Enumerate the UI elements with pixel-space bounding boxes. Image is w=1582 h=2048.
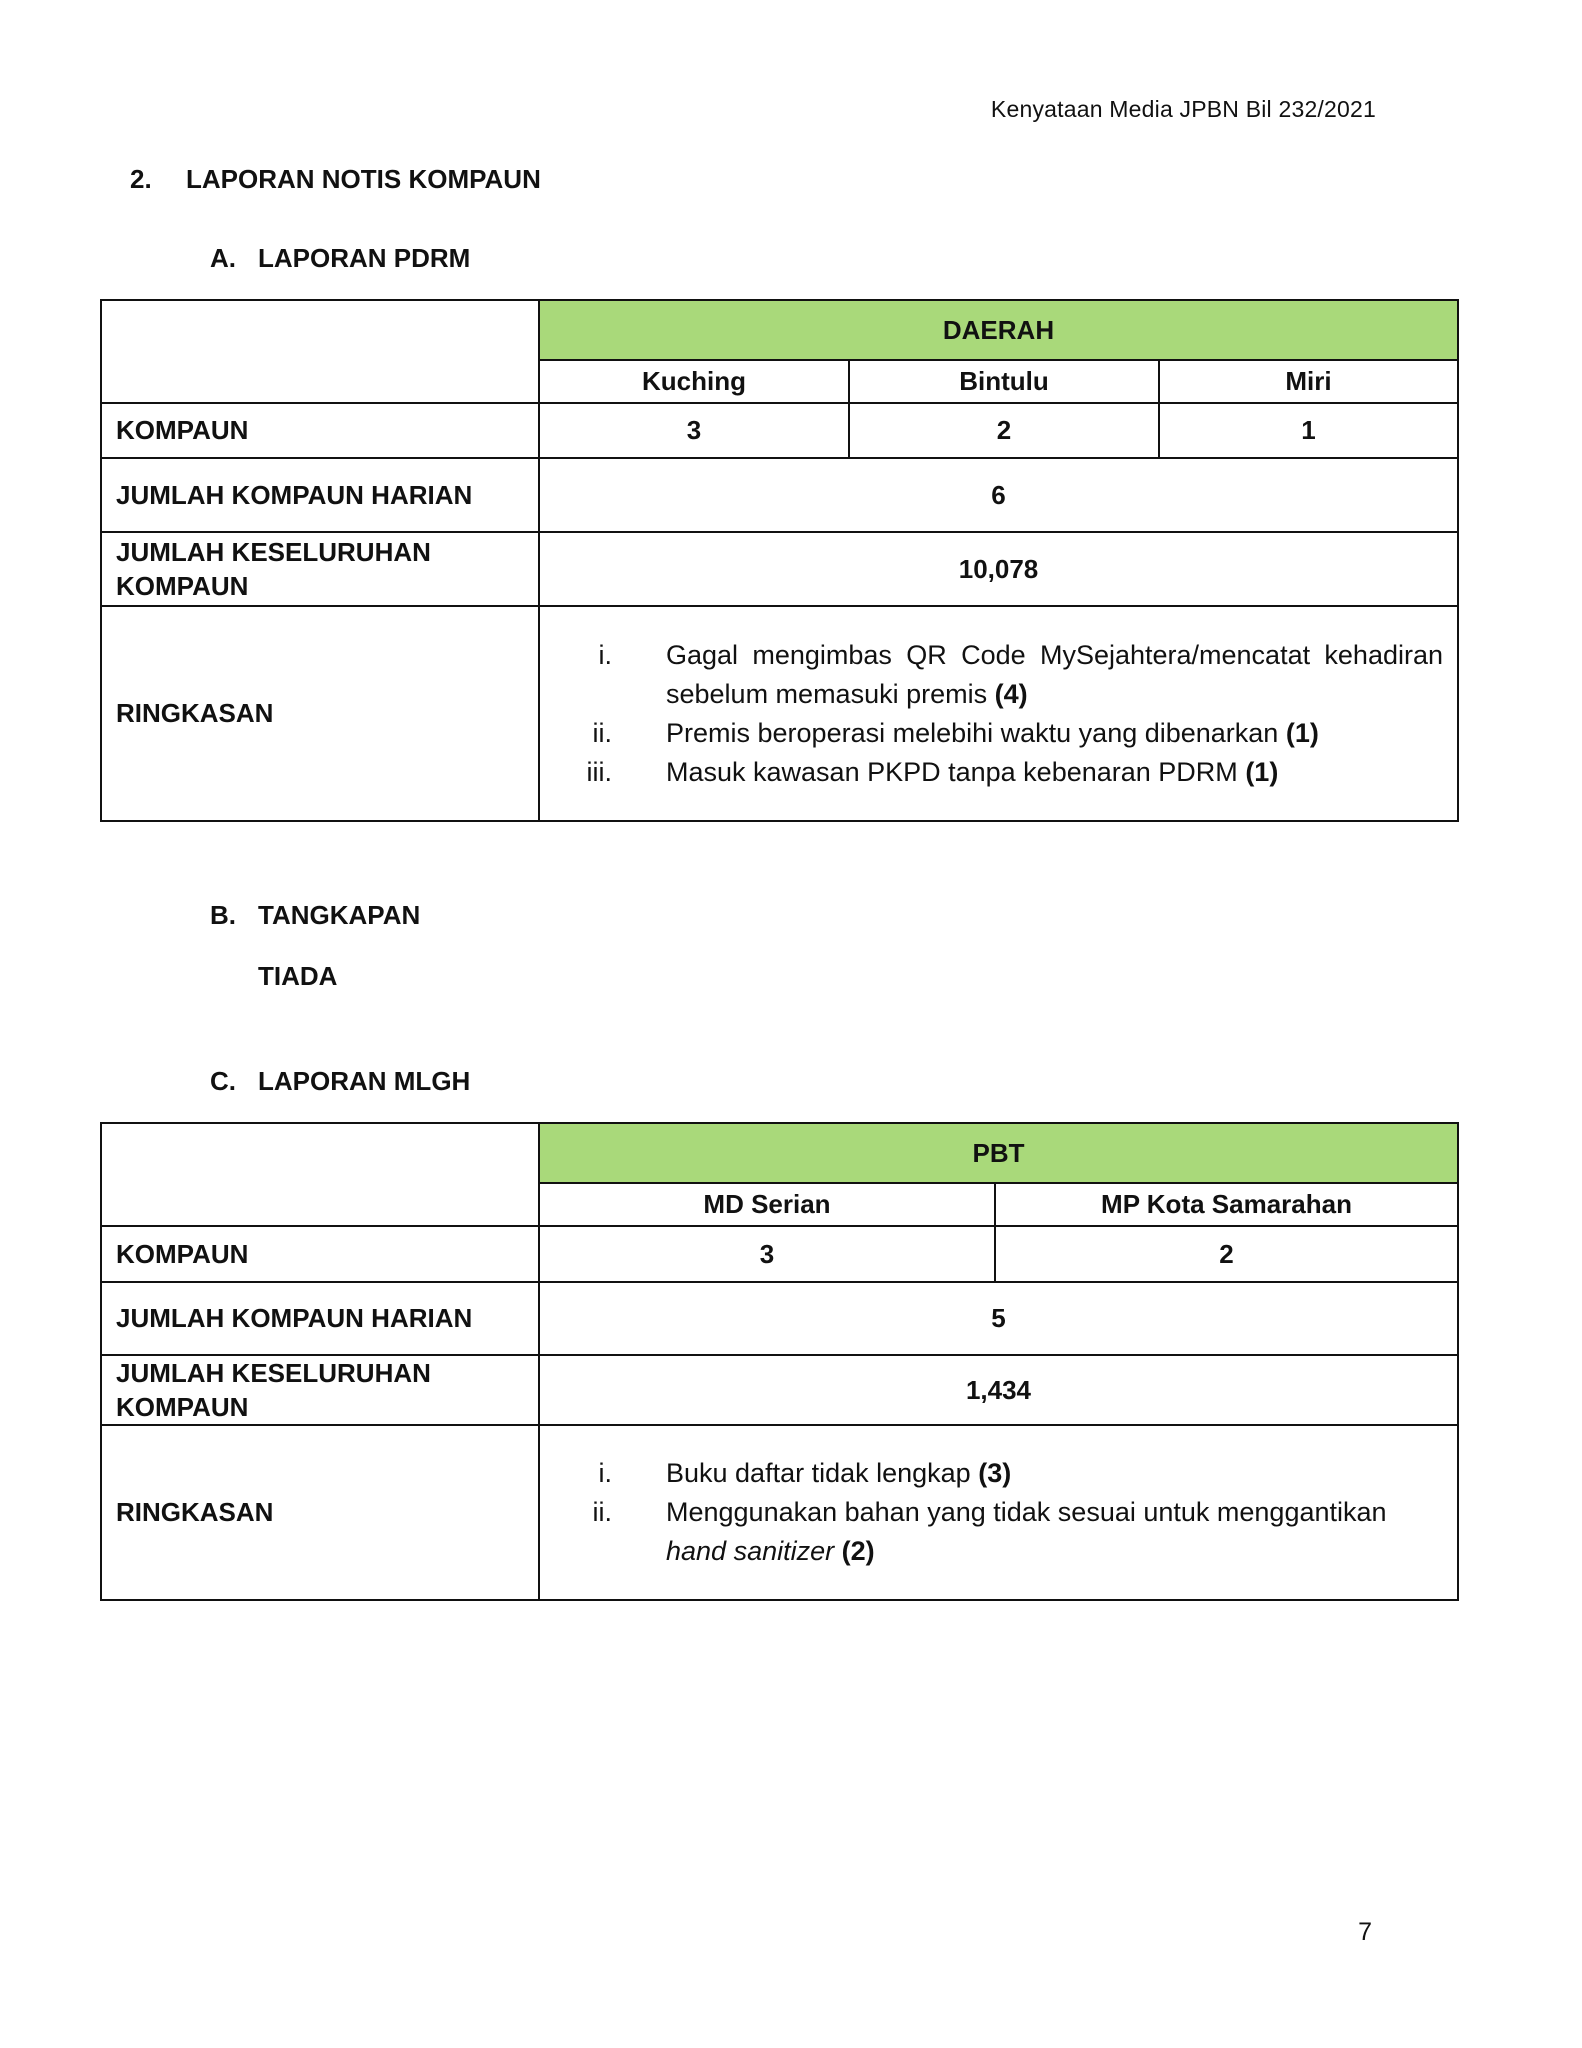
pdrm-group-header: DAERAH xyxy=(539,300,1458,360)
mlgh-harian-value: 5 xyxy=(539,1282,1458,1355)
list-text: Gagal mengimbas QR Code MySejahtera/mencatat kehadiran sebelum memasuki premis xyxy=(666,639,1443,709)
mlgh-heading-text: LAPORAN MLGH xyxy=(258,1066,471,1096)
pdrm-column-header: Miri xyxy=(1159,360,1458,403)
list-count: (1) xyxy=(1245,756,1279,787)
list-numeral: iii. xyxy=(586,756,612,787)
pdrm-corner-cell xyxy=(101,300,539,403)
pdrm-row-label xyxy=(101,532,539,606)
pdrm-kompaun-value: 2 xyxy=(849,403,1159,458)
list-count: (2) xyxy=(841,1536,875,1566)
pdrm-ringkasan-cell xyxy=(539,606,1458,821)
mlgh-column-header: MD Serian xyxy=(539,1183,995,1226)
list-text: Menggunakan bahan yang tidak sesuai untuk menggantikan xyxy=(666,1497,1387,1527)
list-text: Premis beroperasi melebihi waktu yang dibenarkan xyxy=(666,717,1279,748)
mlgh-kompaun-value: 3 xyxy=(539,1226,995,1282)
pdrm-row-label: RINGKASAN xyxy=(101,606,539,821)
mlgh-row-label: KOMPAUN xyxy=(101,1226,539,1282)
section-title xyxy=(130,164,541,195)
mlgh-row-label: RINGKASAN xyxy=(101,1425,539,1600)
pdrm-kompaun-value: 1 xyxy=(1159,403,1458,458)
section-title-text: LAPORAN NOTIS KOMPAUN xyxy=(186,164,541,194)
pdrm-row-label: KOMPAUN xyxy=(101,403,539,458)
list-count: (4) xyxy=(994,678,1028,709)
list-text: Masuk kawasan PKPD tanpa kebenaran PDRM xyxy=(666,756,1238,787)
mlgh-column-header: MP Kota Samarahan xyxy=(995,1183,1458,1226)
mlgh-heading xyxy=(210,1066,470,1097)
mlgh-row-label: JUMLAH KOMPAUN HARIAN xyxy=(101,1282,539,1355)
page-number: 7 xyxy=(1358,1918,1372,1946)
list-item xyxy=(570,1454,1443,1493)
mlgh-table xyxy=(100,1122,1459,1601)
pdrm-heading-text: LAPORAN PDRM xyxy=(258,243,471,273)
mlgh-ringkasan-list xyxy=(570,1454,1443,1571)
tangkapan-value: TIADA xyxy=(258,961,338,991)
list-numeral: i. xyxy=(598,1458,612,1488)
pdrm-kompaun-value: 3 xyxy=(539,403,849,458)
mlgh-kompaun-value: 2 xyxy=(995,1226,1458,1282)
mlgh-keseluruhan-label-line2: KOMPAUN xyxy=(116,1392,249,1422)
pdrm-keseluruhan-value: 10,078 xyxy=(539,532,1458,606)
pdrm-column-header: Kuching xyxy=(539,360,849,403)
pdrm-row-label: JUMLAH KOMPAUN HARIAN xyxy=(101,458,539,532)
list-numeral: ii. xyxy=(592,1497,612,1527)
mlgh-keseluruhan-label-line1: JUMLAH KESELURUHAN xyxy=(116,1358,431,1388)
pdrm-column-header: Bintulu xyxy=(849,360,1159,403)
mlgh-row-label xyxy=(101,1355,539,1425)
section-number: 2. xyxy=(130,164,152,194)
list-count: (3) xyxy=(978,1458,1012,1488)
mlgh-keseluruhan-value: 1,434 xyxy=(539,1355,1458,1425)
mlgh-corner-cell xyxy=(101,1123,539,1226)
list-item xyxy=(570,636,1443,714)
pdrm-harian-value: 6 xyxy=(539,458,1458,532)
list-numeral: i. xyxy=(598,639,612,670)
tangkapan-letter: B. xyxy=(210,900,236,930)
list-text: Buku daftar tidak lengkap xyxy=(666,1458,971,1488)
list-item xyxy=(570,1493,1443,1571)
pdrm-ringkasan-list xyxy=(570,636,1443,792)
list-count: (1) xyxy=(1285,717,1319,748)
pdrm-keseluruhan-label-line2: KOMPAUN xyxy=(116,571,249,601)
mlgh-group-header: PBT xyxy=(539,1123,1458,1183)
mlgh-ringkasan-cell xyxy=(539,1425,1458,1600)
pdrm-keseluruhan-label-line1: JUMLAH KESELURUHAN xyxy=(116,537,431,567)
pdrm-table xyxy=(100,299,1459,822)
pdrm-letter: A. xyxy=(210,243,236,273)
mlgh-letter: C. xyxy=(210,1066,236,1096)
tangkapan-heading xyxy=(210,900,420,931)
list-item xyxy=(570,714,1443,753)
list-numeral: ii. xyxy=(592,717,612,748)
tangkapan-heading-text: TANGKAPAN xyxy=(258,900,421,930)
list-item xyxy=(570,753,1443,792)
list-italic-text: hand sanitizer xyxy=(666,1536,835,1566)
pdrm-heading xyxy=(210,243,470,274)
document-reference: Kenyataan Media JPBN Bil 232/2021 xyxy=(990,96,1376,122)
